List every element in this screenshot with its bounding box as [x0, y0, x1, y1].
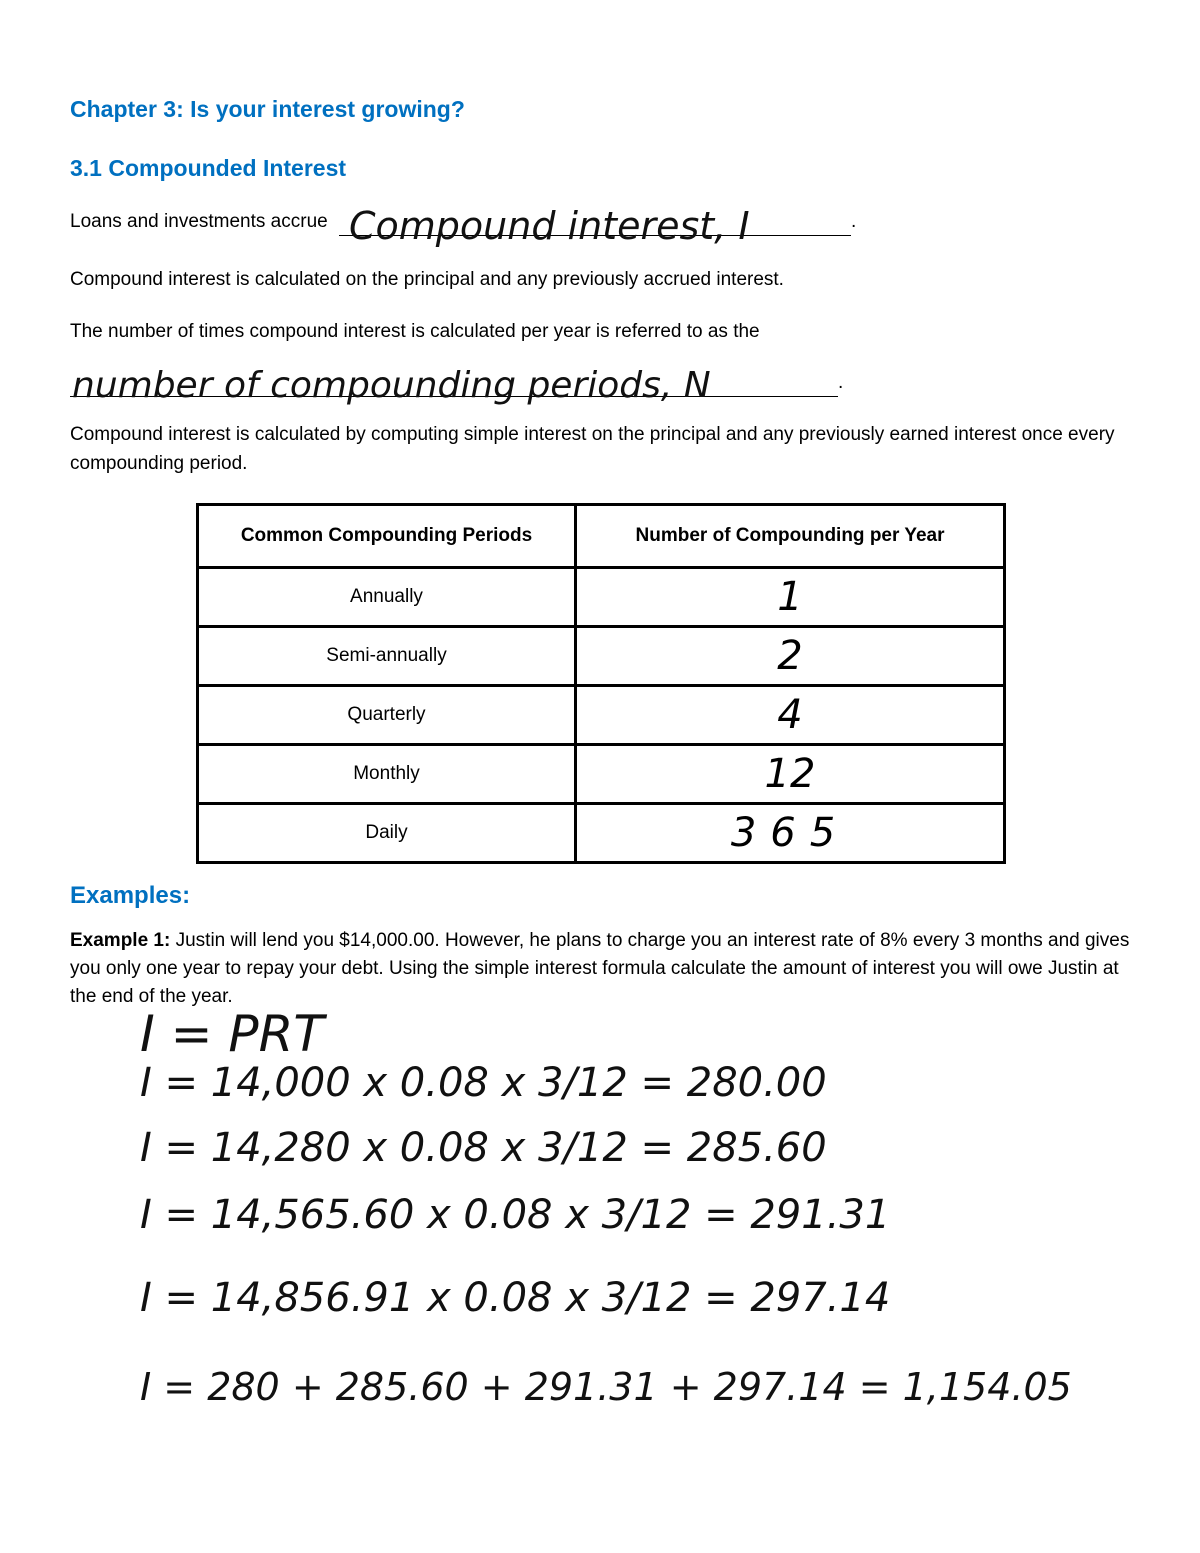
- paragraph-compound-definition: Compound interest is calculated on the principal and any previously accrued interest.: [70, 269, 784, 290]
- work-line: I = 280 + 285.60 + 291.31 + 297.14 = 1,154.05: [140, 1365, 1072, 1409]
- work-line: I = 14,565.60 x 0.08 x 3/12 = 291.31: [140, 1192, 891, 1238]
- work-line: I = 14,000 x 0.08 x 3/12 = 280.00: [140, 1060, 827, 1106]
- table-header-row: [198, 505, 1005, 568]
- number-cell: 1: [576, 568, 1005, 627]
- work-line: I = 14,280 x 0.08 x 3/12 = 285.60: [140, 1125, 827, 1171]
- periods-period: .: [838, 372, 844, 393]
- table-row: [198, 627, 1005, 686]
- accrue-blank: [339, 204, 851, 248]
- header-number-per-year: Number of Compounding per Year: [576, 505, 1005, 568]
- table-row: [198, 745, 1005, 804]
- compounding-periods-table: [196, 503, 1006, 864]
- table-row: [198, 568, 1005, 627]
- section-title: 3.1 Compounded Interest: [70, 155, 347, 181]
- periods-blank: [70, 362, 838, 406]
- work-line: I = PRT: [140, 1005, 324, 1063]
- number-cell: 2: [576, 627, 1005, 686]
- examples-heading: Examples:: [70, 882, 191, 909]
- paragraph-accrue: [70, 204, 970, 248]
- number-cell: 365: [576, 804, 1005, 863]
- chapter-title: Chapter 3: Is your interest growing?: [70, 96, 465, 122]
- number-cell: 4: [576, 686, 1005, 745]
- period-cell: Monthly: [198, 745, 576, 804]
- table-row: [198, 686, 1005, 745]
- accrue-text: Loans and investments accrue: [70, 211, 328, 232]
- accrue-handwritten-answer: Compound interest, I: [349, 204, 750, 248]
- example-1-body: Justin will lend you $14,000.00. However, he plans to charge you an interest rate of 8% every 3 months and gives you only one year to repay your debt. Using the simple interest formula calculate the amount of interest you will owe Justin at the end of the year.: [70, 930, 1130, 1007]
- number-cell: 12: [576, 745, 1005, 804]
- periods-handwritten-answer: number of compounding periods, N: [72, 365, 711, 406]
- period-cell: Daily: [198, 804, 576, 863]
- accrue-period: .: [851, 211, 857, 232]
- period-cell: Quarterly: [198, 686, 576, 745]
- example-1-label: Example 1:: [70, 930, 171, 951]
- table-row: [198, 804, 1005, 863]
- paragraph-periods-blank: [70, 362, 970, 406]
- header-common-periods: Common Compounding Periods: [198, 505, 576, 568]
- example-1-text: [70, 927, 1130, 1011]
- paragraph-compound-calculation: Compound interest is calculated by computing simple interest on the principal and any previously earned interest once every compounding period.: [70, 424, 1115, 474]
- period-cell: Semi-annually: [198, 627, 576, 686]
- work-line: I = 14,856.91 x 0.08 x 3/12 = 297.14: [140, 1275, 891, 1321]
- period-cell: Annually: [198, 568, 576, 627]
- paragraph-periods-intro: The number of times compound interest is calculated per year is referred to as the: [70, 321, 760, 342]
